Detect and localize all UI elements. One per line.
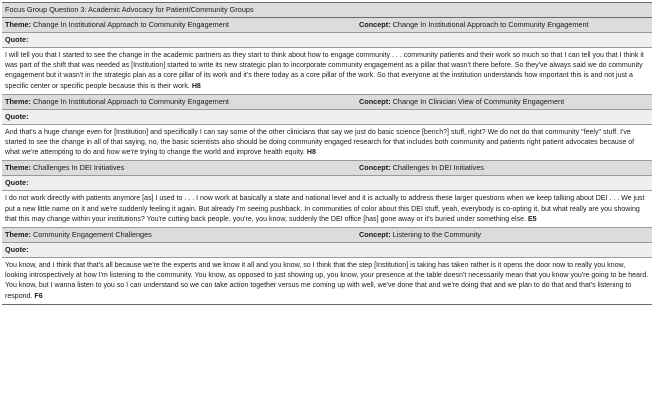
theme-field — [5, 230, 152, 239]
theme-value: Challenges In DEI Initiatives — [32, 163, 125, 173]
theme-row — [2, 18, 652, 33]
theme-value: Community Engagement Challenges — [32, 230, 152, 240]
quote-text — [2, 48, 652, 95]
concept-value: Change In Clinician View of Community Engagement — [392, 96, 565, 106]
theme-row — [2, 95, 652, 110]
participant-code: H8 — [306, 149, 316, 157]
theme-label: Theme: — [5, 20, 31, 29]
quote-body: You know, and I think that that's all because we're the experts and we know it all and you know, so I think that the step [Institution] is taking has taken rather is it opens the door now to really you know, looking introspectively at how I'm listening to the community. You know, as opposed to just showing up, you know, your presence at the table doesn't necessarily mean that you know you're going to be heard. You know, but I wanna listen to you so I can understand so we can take action together versus me coming up with well, we've done that and we're doing that and we plan to do that and that's listening to respond. — [5, 262, 649, 300]
quote-body: I will tell you that I started to see the change in the academic partners as they start to think about how to engage community . . . community patients and their work so much so that I can tell you that I think it was part of the shift that was needed as [Institution] started to write its new strategic plan to incorporate community engagement as a pillar that wasn't there before. So they've always said we do community engagement but it wasn't in the strategic plan as a core pillar of its work and it's there today as a core pillar of the work. So that everyone at the institution understands how important this is and not just a specific center or specific people because this is their work. — [5, 52, 644, 90]
concept-field — [359, 95, 564, 108]
theme-label: Theme: — [5, 230, 31, 240]
theme-label: Theme: — [5, 163, 31, 173]
concept-value: Challenges In DEI Initiatives — [392, 163, 484, 173]
concept-field — [359, 161, 484, 174]
concept-label: Concept: — [359, 96, 391, 106]
participant-code: F6 — [34, 292, 43, 300]
concept-label: Concept: — [359, 20, 391, 29]
concept-value: Change In Institutional Approach to Community Engagement — [392, 20, 589, 29]
quote-body: I do not work directly with patients anymore [as] I used to . . . I now work at basically a state and national level and it is actually to address these larger questions when we keep talking about DEI . . . We just put a new little name on it and we're suddenly feeling it again. But already I'm seeing pushback. In communities of color about this DEI stuff, yeah, everybody is co-opting it, but what really are you showing that this may change within your institutions? You're cutting back people, you're, you know, suddenly the DEI office [has] gone away or it's buried under something else. — [5, 195, 645, 223]
concept-field — [359, 18, 589, 31]
theme-field — [5, 20, 229, 29]
participant-code: H8 — [191, 82, 201, 90]
concept-label: Concept: — [359, 230, 391, 240]
quote-label: Quote: — [2, 243, 652, 258]
quote-label: Quote: — [2, 176, 652, 191]
table-title: Focus Group Question 3: Academic Advocacy for Patient/Community Groups — [2, 3, 652, 18]
quote-body: And that's a huge change even for [Institution] and specifically I can say some of the other clinicians that say we just do basic science [bench?] stuff, right? We do not do that community "feely" stuff. I've started to see the change in all of that saying, no, the basic scientists also should be doing community engaged research for that includes both community and patients right patient advocates because of what we're attempting to do and how we're trying to change the world and improve health equity. — [5, 128, 635, 157]
participant-code: E5 — [527, 215, 537, 223]
quote-text — [2, 258, 652, 304]
quote-text — [2, 191, 652, 228]
findings-table — [2, 2, 652, 305]
concept-value: Listening to the Community — [392, 230, 482, 240]
theme-label: Theme: — [5, 96, 31, 106]
quote-label: Quote: — [2, 33, 652, 48]
theme-field — [5, 97, 229, 106]
theme-value: Change In Institutional Approach to Community Engagement — [32, 20, 229, 29]
theme-row — [2, 161, 652, 176]
quote-label: Quote: — [2, 110, 652, 125]
theme-field — [5, 163, 124, 172]
concept-label: Concept: — [359, 163, 391, 173]
theme-row — [2, 228, 652, 243]
theme-value: Change In Institutional Approach to Community Engagement — [32, 96, 229, 106]
quote-text — [2, 125, 652, 162]
concept-field — [359, 228, 481, 241]
